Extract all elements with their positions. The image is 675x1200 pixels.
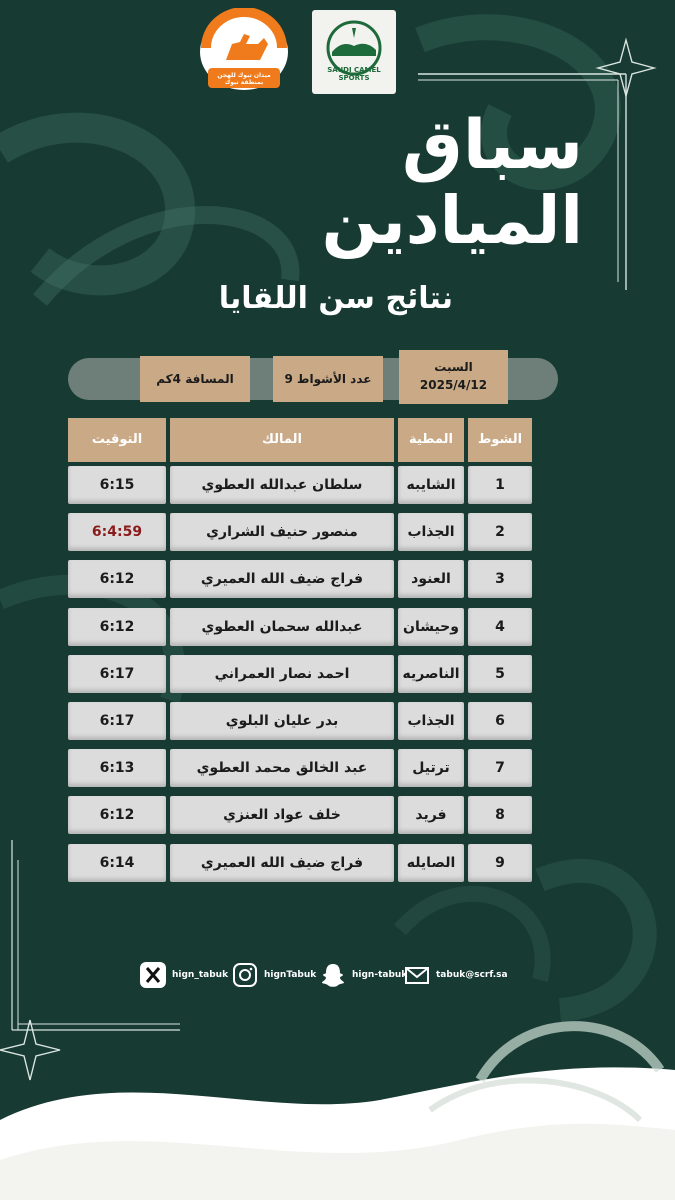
title-line-1: سباق <box>402 106 583 185</box>
lap-cell: 2 <box>468 513 532 551</box>
owner-cell: منصور حنيف الشراري <box>170 513 394 551</box>
header-camel: المطية <box>398 418 464 462</box>
tabuk-field-logo <box>196 8 292 92</box>
snapchat-ghost-icon <box>318 960 348 990</box>
header-lap: الشوط <box>468 418 532 462</box>
camel-cell: فريد <box>398 796 464 834</box>
camel-cell: الشايبه <box>398 466 464 504</box>
camel-cell: وحيشان <box>398 608 464 646</box>
x-handle: hign_tabuk <box>172 970 229 980</box>
owner-cell: سلطان عبدالله العطوي <box>170 466 394 504</box>
camel-cell: ترتيل <box>398 749 464 787</box>
lap-cell: 9 <box>468 844 532 882</box>
owner-cell: بدر عليان البلوي <box>170 702 394 740</box>
owner-cell: عبدالله سحمان العطوي <box>170 608 394 646</box>
race-day: السبت <box>434 360 473 374</box>
subtitle: نتائج سن اللقايا <box>218 281 453 316</box>
distance-box: المسافة 4كم <box>140 356 250 402</box>
owner-cell: فراج ضيف الله العميري <box>170 560 394 598</box>
lap-cell: 8 <box>468 796 532 834</box>
time-cell: 6:17 <box>68 655 166 693</box>
header-owner: المالك <box>170 418 394 462</box>
camel-cell: العنود <box>398 560 464 598</box>
race-date-box <box>399 350 508 404</box>
x-logo-icon <box>138 960 168 990</box>
owner-cell: فراج ضيف الله العميري <box>170 844 394 882</box>
owner-cell: احمد نصار العمراني <box>170 655 394 693</box>
race-date: 2025/4/12 <box>419 378 488 392</box>
instagram-icon <box>230 960 260 990</box>
time-cell: 6:15 <box>68 466 166 504</box>
owner-cell: عبد الخالق محمد العطوي <box>170 749 394 787</box>
x-account[interactable] <box>138 960 230 994</box>
saudi-camel-sports-logo <box>312 10 396 94</box>
lap-cell: 7 <box>468 749 532 787</box>
email-icon <box>402 960 432 990</box>
owner-cell: خلف عواد العنزي <box>170 796 394 834</box>
snapchat-handle: hign-tabuk <box>352 970 408 980</box>
camel-cell: الجذاب <box>398 513 464 551</box>
camel-cell: الصايله <box>398 844 464 882</box>
time-cell: 6:4:59 <box>68 513 166 551</box>
lap-cell: 3 <box>468 560 532 598</box>
time-cell: 6:12 <box>68 608 166 646</box>
instagram-handle: hignTabuk <box>264 970 317 980</box>
laps-count-box: عدد الأشواط 9 <box>273 356 383 402</box>
saudi-camel-sports-text: SAUDI CAMEL SPORTS <box>327 66 381 82</box>
time-cell: 6:12 <box>68 560 166 598</box>
time-cell: 6:12 <box>68 796 166 834</box>
email-contact[interactable] <box>402 960 532 994</box>
camel-cell: الجذاب <box>398 702 464 740</box>
time-cell: 6:17 <box>68 702 166 740</box>
header-time: التوقيت <box>68 418 166 462</box>
lap-cell: 1 <box>468 466 532 504</box>
tabuk-logo-text: ميدان تبوك للهجن بمنطقة تبوك <box>217 72 271 86</box>
time-cell: 6:13 <box>68 749 166 787</box>
lap-cell: 4 <box>468 608 532 646</box>
instagram-account[interactable] <box>230 960 326 994</box>
time-cell: 6:14 <box>68 844 166 882</box>
email-address: tabuk@scrf.sa <box>436 970 508 980</box>
lap-cell: 6 <box>468 702 532 740</box>
title-line-2: الميادين <box>321 182 583 259</box>
camel-cell: الناصريه <box>398 655 464 693</box>
lap-cell: 5 <box>468 655 532 693</box>
